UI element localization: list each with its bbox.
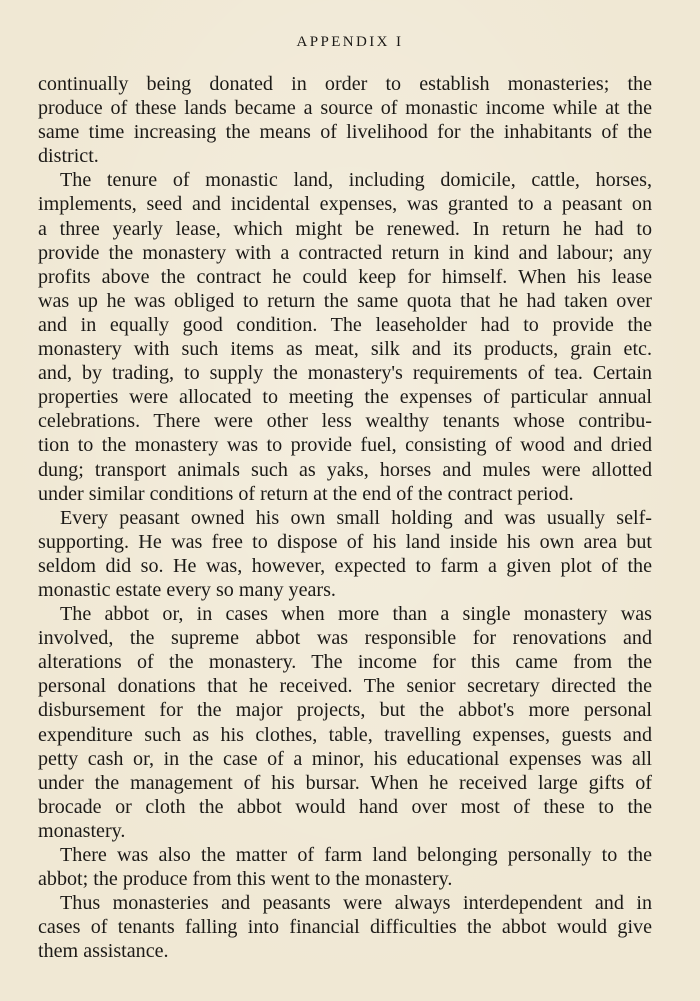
text-line: personal donations that he received. The senior secretary directed the	[38, 675, 652, 698]
text-line: tion to the monastery was to provide fuel, consisting of wood and dried	[38, 434, 652, 457]
text-line: involved, the supreme abbot was responsible for renovations and	[38, 627, 652, 650]
text-line: The abbot or, in cases when more than a single monastery was	[60, 603, 652, 626]
text-line: supporting. He was free to dispose of his land inside his own area but	[38, 530, 652, 553]
text-line: district.	[38, 145, 99, 168]
text-line: and in equally good condition. The leaseholder had to provide the	[38, 313, 652, 336]
text-line: properties were allocated to meeting the expenses of particular annual	[38, 386, 652, 409]
text-line: produce of these lands became a source of monastic income while at the	[38, 97, 652, 120]
text-line: continually being donated in order to establish monasteries; the	[38, 73, 652, 95]
text-line: a three yearly lease, which might be renewed. In return he had to	[38, 217, 652, 240]
text-line: alterations of the monastery. The income for this came from the	[38, 651, 652, 674]
text-line: Every peasant owned his own small holding and was usually self-	[60, 506, 652, 529]
text-line: was up he was obliged to return the same quota that he had taken over	[38, 289, 652, 312]
paragraph	[38, 843, 652, 891]
text-line: brocade or cloth the abbot would hand over most of these to the	[38, 795, 652, 818]
text-line: monastery.	[38, 819, 126, 842]
body-text	[38, 72, 652, 963]
paragraph	[38, 506, 652, 602]
text-line: under the management of his bursar. When he received large gifts of	[38, 771, 652, 794]
text-line: expenditure such as his clothes, table, travelling expenses, guests and	[38, 723, 652, 746]
text-line: implements, seed and incidental expenses, was granted to a peasant on	[38, 193, 652, 216]
text-line: celebrations. There were other less wealthy tenants whose contribu-	[38, 410, 652, 433]
text-line: and, by trading, to supply the monastery's requirements of tea. Certain	[38, 362, 652, 385]
text-line: under similar conditions of return at the end of the contract period.	[38, 482, 574, 505]
paragraph	[38, 891, 652, 963]
text-line: disbursement for the major projects, but the abbot's more personal	[38, 699, 652, 722]
text-line: provide the monastery with a contracted return in kind and labour; any	[38, 241, 652, 264]
text-line: abbot; the produce from this went to the monastery.	[38, 868, 453, 891]
paragraph	[38, 72, 652, 168]
text-line: same time increasing the means of livelihood for the inhabitants of the	[38, 121, 652, 144]
paragraph	[38, 168, 652, 505]
text-line: cases of tenants falling into financial difficulties the abbot would give	[38, 916, 652, 939]
text-line: petty cash or, in the case of a minor, his educational expenses was all	[38, 747, 652, 770]
running-head: APPENDIX I	[296, 34, 404, 50]
text-line: dung; transport animals such as yaks, horses and mules were allotted	[38, 458, 652, 481]
text-line: The tenure of monastic land, including domicile, cattle, horses,	[60, 169, 652, 192]
text-line: There was also the matter of farm land belonging personally to the	[60, 844, 652, 866]
paragraph	[38, 602, 652, 843]
text-line: profits above the contract he could keep for himself. When his lease	[38, 265, 652, 288]
text-line: them assistance.	[38, 940, 169, 963]
text-line: Thus monasteries and peasants were always interdependent and in	[60, 892, 652, 915]
text-line: seldom did so. He was, however, expected to farm a given plot of the	[38, 554, 652, 577]
text-line: monastery with such items as meat, silk and its products, grain etc.	[38, 338, 652, 361]
text-line: monastic estate every so many years.	[38, 578, 336, 601]
